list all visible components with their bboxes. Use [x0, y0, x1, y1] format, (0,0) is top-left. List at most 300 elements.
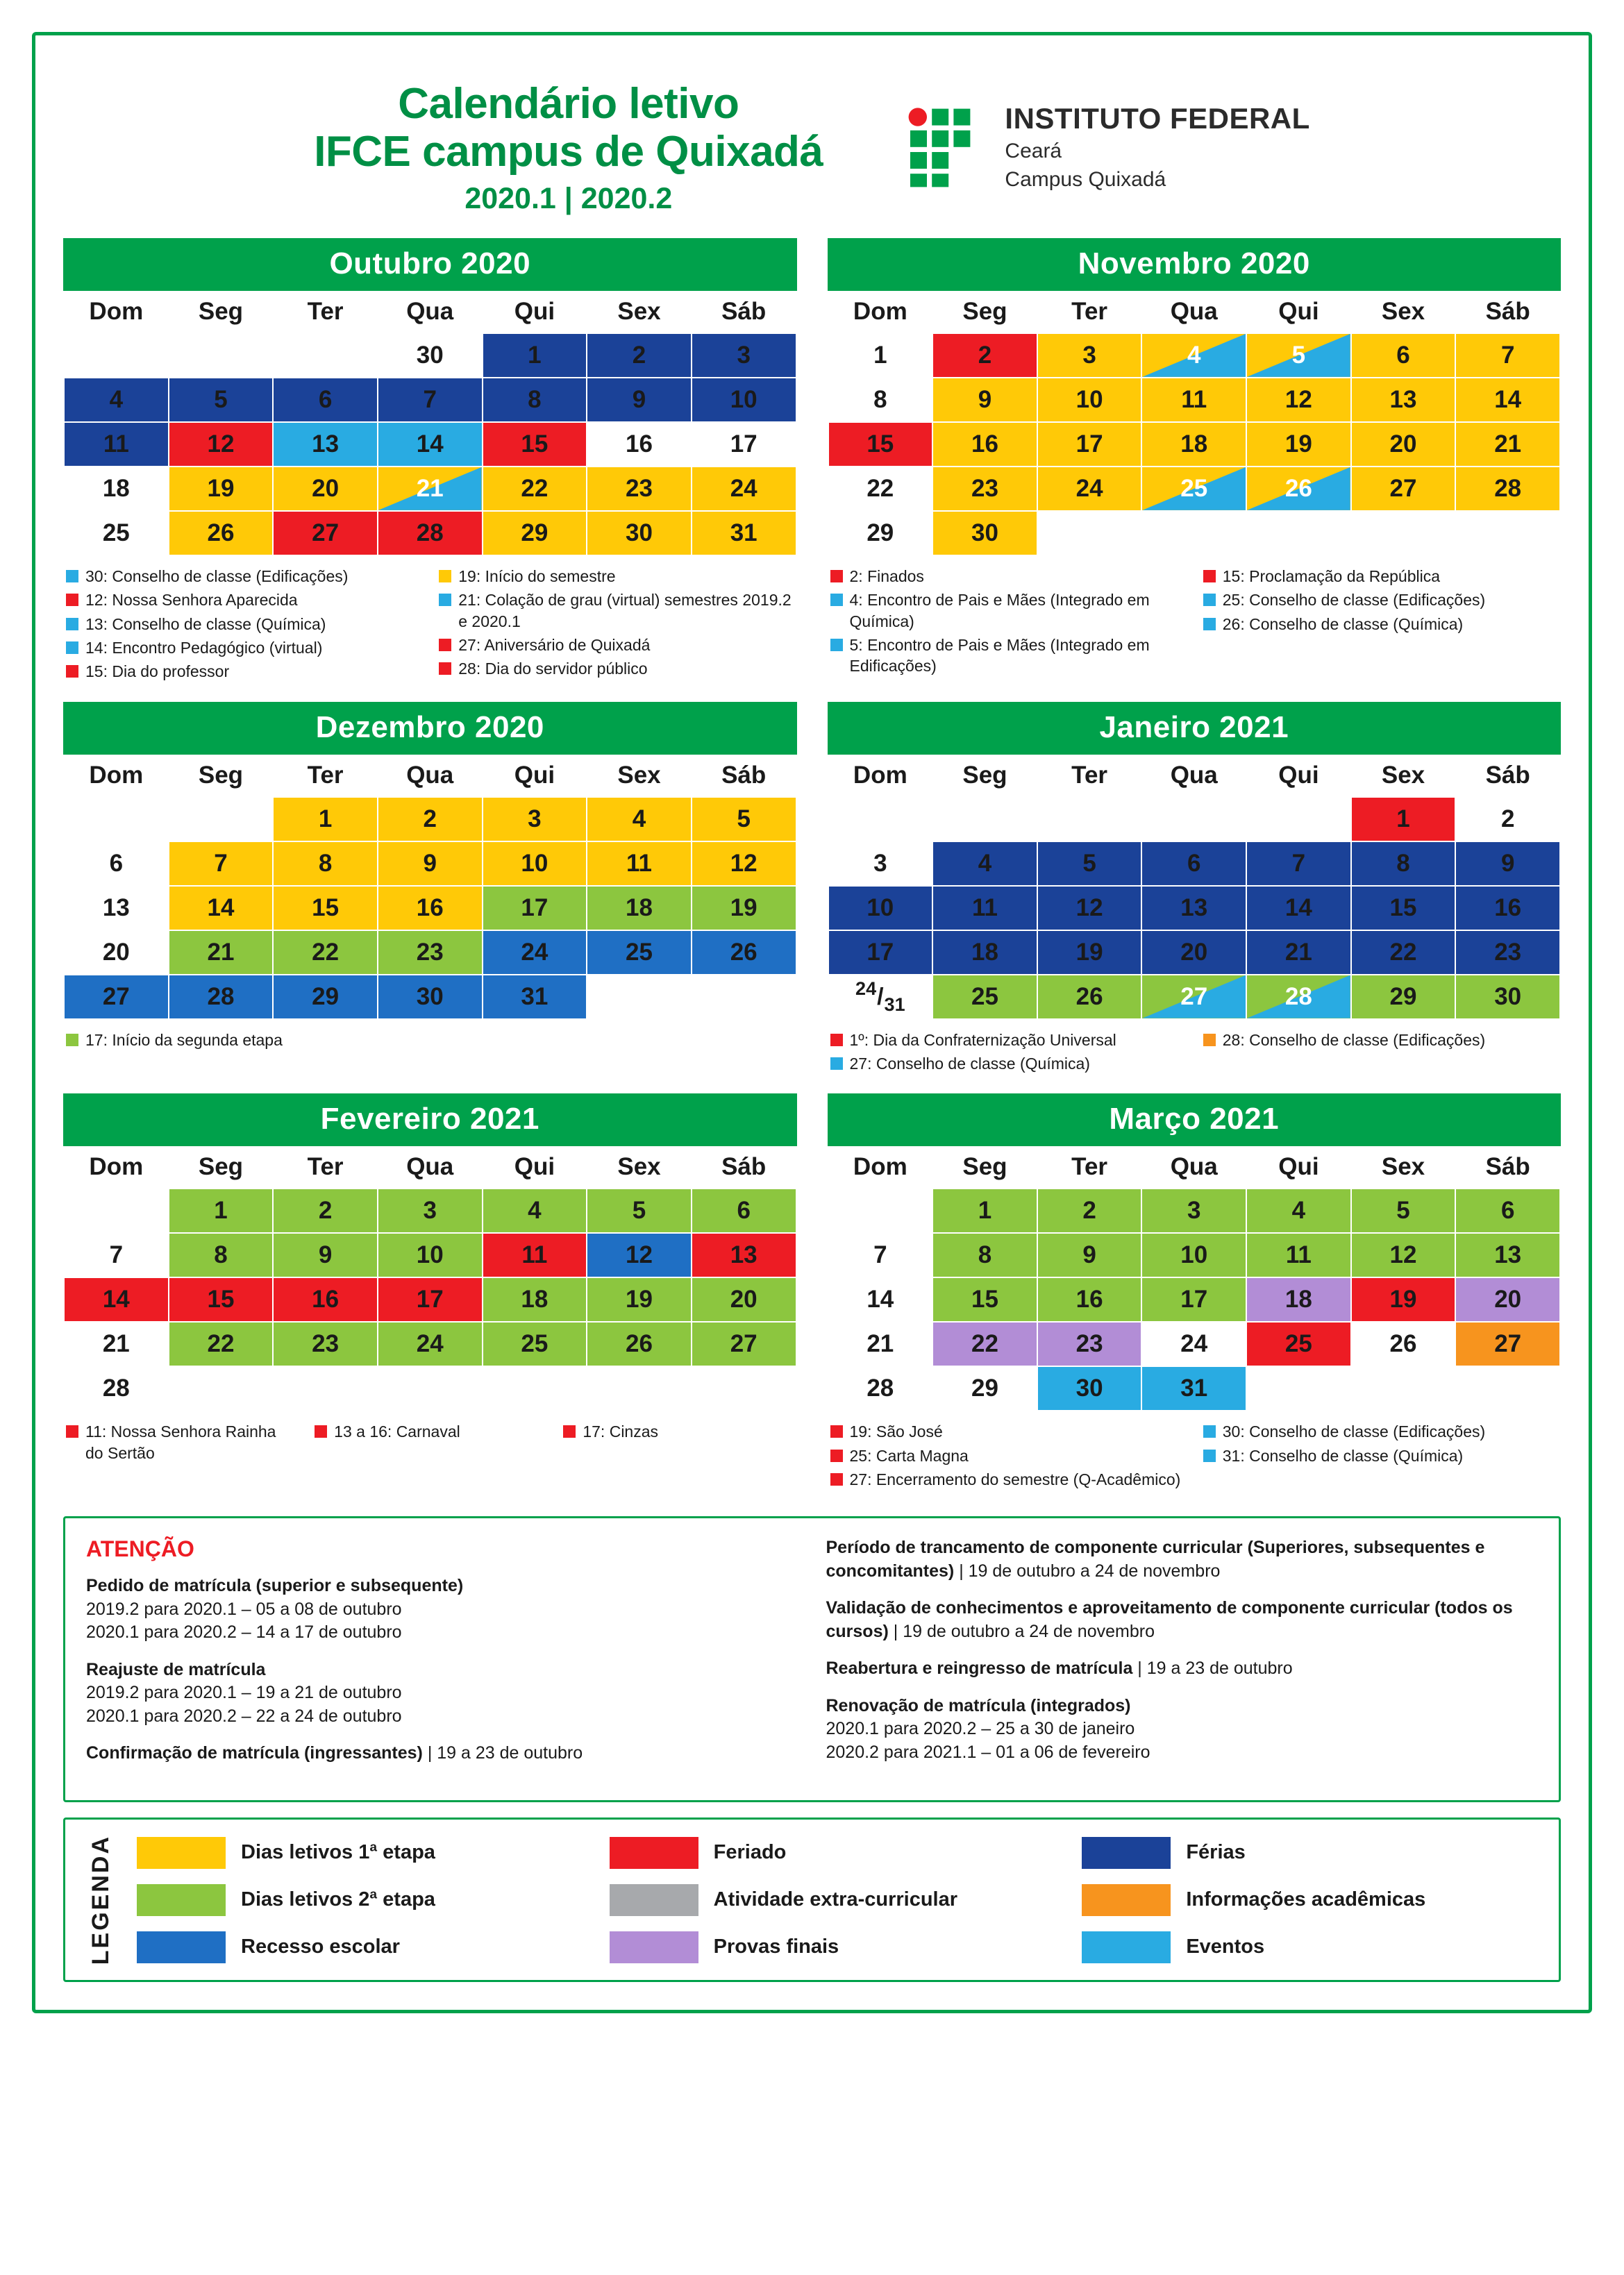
legend-color-chip [137, 1931, 226, 1963]
day-cell: 3 [483, 797, 587, 841]
note-text: 27: Conselho de classe (Química) [849, 1055, 1090, 1073]
week-row [828, 886, 1561, 930]
day-cell: 23 [378, 930, 483, 975]
day-cell: 22 [932, 1322, 1037, 1366]
weekday-header: Sáb [692, 1147, 796, 1189]
day-cell: 20 [64, 930, 169, 975]
note-item [66, 589, 421, 610]
month-title: Fevereiro 2021 [63, 1093, 797, 1146]
day-cell-split [1141, 333, 1246, 378]
day-cell: 26 [1037, 975, 1142, 1019]
attention-item-heading: Período de trancamento de componente curricular (Superiores, subsequentes e concomitantes) [826, 1538, 1485, 1581]
note-item [830, 1030, 1185, 1050]
day-cell: 2 [378, 797, 483, 841]
note-text: 27: Encerramento do semestre (Q-Acadêmico) [849, 1470, 1181, 1489]
note-item [66, 637, 421, 658]
day-cell: 2 [273, 1189, 378, 1233]
day-cell-empty [932, 797, 1037, 841]
day-number: 26 [1284, 474, 1312, 502]
legend-label: Férias [1186, 1841, 1246, 1864]
day-cell-empty [587, 1366, 692, 1411]
legend-label: Dias letivos 1ª etapa [241, 1841, 435, 1864]
day-cell: 1 [273, 797, 378, 841]
day-cell-empty [1246, 511, 1351, 555]
weekday-header: Qua [378, 1147, 483, 1189]
note-item [830, 1421, 1185, 1442]
note-item [830, 589, 1185, 632]
day-cell: 29 [273, 975, 378, 1019]
weekday-header-row [64, 1147, 796, 1189]
note-text: 15: Dia do professor [85, 662, 230, 681]
weekday-header-row [828, 755, 1561, 797]
legend-label: Eventos [1186, 1936, 1265, 1958]
note-color-swatch-icon [66, 1034, 78, 1046]
legend-color-chip [137, 1837, 226, 1869]
note-color-swatch-icon [66, 570, 78, 582]
note-color-swatch-icon [830, 1425, 843, 1438]
weekday-header: Sáb [1455, 755, 1560, 797]
note-text: 11: Nossa Senhora Rainha do Sertão [85, 1422, 276, 1462]
day-cell: 8 [932, 1233, 1037, 1277]
day-cell: 12 [692, 841, 796, 886]
day-cell: 7 [378, 378, 483, 422]
day-cell: 24 [1141, 1322, 1246, 1366]
double-day-number: 24 / 31 [855, 977, 905, 1015]
legend-label: Provas finais [713, 1936, 839, 1958]
day-cell: 10 [378, 1233, 483, 1277]
attention-right-items [826, 1536, 1539, 1764]
day-cell: 15 [932, 1277, 1037, 1322]
weekday-header: Dom [828, 1147, 933, 1189]
day-cell: 18 [932, 930, 1037, 975]
week-row [64, 886, 796, 930]
attention-item-inline: | 19 a 23 de outubro [1132, 1659, 1293, 1679]
day-cell: 2 [932, 333, 1037, 378]
legend-grid [137, 1837, 1541, 1963]
note-text: 28: Conselho de classe (Edificações) [1222, 1030, 1486, 1049]
attention-left-items [86, 1575, 798, 1765]
week-row [64, 841, 796, 886]
note-color-swatch-icon [830, 1057, 843, 1070]
day-cell: 22 [1351, 930, 1456, 975]
weekday-header: Ter [1037, 1147, 1142, 1189]
week-row [64, 930, 796, 975]
week-row [828, 1233, 1561, 1277]
day-cell: 23 [932, 467, 1037, 511]
day-cell-empty [692, 975, 796, 1019]
day-cell: 20 [273, 467, 378, 511]
note-color-swatch-icon [1203, 1425, 1216, 1438]
month-title: Dezembro 2020 [63, 702, 797, 755]
note-color-swatch-icon [1203, 1450, 1216, 1462]
note-text: 31: Conselho de classe (Química) [1222, 1446, 1464, 1465]
day-cell: 26 [169, 511, 274, 555]
attention-item-line: 2019.2 para 2020.1 – 05 a 08 de outubro [86, 1599, 402, 1619]
note-item [66, 1030, 794, 1050]
day-cell: 28 [64, 1366, 169, 1411]
weekday-header: Sáb [1455, 292, 1560, 333]
legend-color-chip [1082, 1931, 1171, 1963]
month-table [828, 291, 1562, 556]
month-notes [828, 1411, 1562, 1493]
month-notes [63, 556, 797, 685]
day-cell: 15 [1351, 886, 1456, 930]
day-cell: 14 [1246, 886, 1351, 930]
note-item [1203, 1445, 1558, 1466]
day-cell: 15 [169, 1277, 274, 1322]
month-block [63, 702, 797, 1077]
day-cell: 17 [692, 422, 796, 467]
week-row [828, 975, 1561, 1019]
legend-item [137, 1931, 596, 1963]
day-cell: 13 [1455, 1233, 1560, 1277]
note-item [315, 1421, 545, 1442]
day-cell-empty [64, 1189, 169, 1233]
day-cell: 13 [1141, 886, 1246, 930]
day-cell-empty [587, 975, 692, 1019]
note-color-swatch-icon [830, 1034, 843, 1046]
day-cell: 5 [692, 797, 796, 841]
note-text: 5: Encontro de Pais e Mães (Integrado em Edificações) [849, 635, 1150, 675]
weekday-header: Seg [169, 755, 274, 797]
day-cell: 12 [1246, 378, 1351, 422]
note-color-swatch-icon [1203, 570, 1216, 582]
day-cell: 27 [1351, 467, 1456, 511]
day-cell: 10 [1141, 1233, 1246, 1277]
note-color-swatch-icon [66, 665, 78, 678]
week-row [828, 841, 1561, 886]
weekday-header: Seg [169, 292, 274, 333]
day-cell-split [1246, 467, 1351, 511]
logo-text [1005, 103, 1309, 192]
day-cell-empty [169, 333, 274, 378]
day-cell: 23 [587, 467, 692, 511]
day-cell: 18 [587, 886, 692, 930]
day-cell: 19 [1246, 422, 1351, 467]
day-cell-empty [483, 1366, 587, 1411]
day-cell: 9 [273, 1233, 378, 1277]
day-cell: 4 [932, 841, 1037, 886]
day-cell: 11 [932, 886, 1037, 930]
day-cell-empty [1351, 1366, 1456, 1411]
day-cell: 2 [587, 333, 692, 378]
week-row [64, 1366, 796, 1411]
attention-left-column [86, 1536, 798, 1779]
month-notes [63, 1020, 797, 1053]
weekday-header-row [64, 755, 796, 797]
page-header [63, 56, 1561, 233]
day-number: 4 [1187, 341, 1201, 369]
day-cell: 26 [692, 930, 796, 975]
day-cell: 19 [1351, 1277, 1456, 1322]
attention-item-line: 2020.2 para 2021.1 – 01 a 06 de fevereiro [826, 1742, 1150, 1762]
day-cell-empty [64, 333, 169, 378]
legend-color-chip [610, 1837, 698, 1869]
day-cell: 8 [273, 841, 378, 886]
day-cell-empty [64, 797, 169, 841]
legend-color-chip [1082, 1837, 1171, 1869]
month-title: Outubro 2020 [63, 238, 797, 291]
attention-right-column [826, 1536, 1539, 1779]
note-text: 13: Conselho de classe (Química) [85, 614, 326, 633]
day-cell: 16 [587, 422, 692, 467]
legend-label: Recesso escolar [241, 1936, 400, 1958]
weekday-header: Sáb [1455, 1147, 1560, 1189]
day-cell: 1 [1351, 797, 1456, 841]
month-title: Janeiro 2021 [828, 702, 1562, 755]
day-cell: 5 [1351, 1189, 1456, 1233]
weekday-header: Dom [828, 292, 933, 333]
day-cell: 10 [828, 886, 933, 930]
note-color-swatch-icon [830, 639, 843, 651]
day-cell: 13 [692, 1233, 796, 1277]
weekday-header: Sex [1351, 755, 1456, 797]
day-cell: 18 [483, 1277, 587, 1322]
day-number: 21 [416, 474, 444, 502]
logo-campus: Campus Quixadá [1005, 168, 1166, 192]
weekday-header: Ter [273, 755, 378, 797]
day-cell: 13 [1351, 378, 1456, 422]
weekday-header: Sáb [692, 755, 796, 797]
day-cell: 16 [932, 422, 1037, 467]
weekday-header: Dom [64, 292, 169, 333]
note-item [66, 614, 421, 635]
note-item [830, 566, 1185, 587]
day-cell: 30 [1455, 975, 1560, 1019]
day-cell: 18 [1246, 1277, 1351, 1322]
day-cell-empty [828, 797, 933, 841]
day-cell: 7 [1246, 841, 1351, 886]
note-color-swatch-icon [439, 662, 451, 675]
notes-column [830, 1421, 1185, 1493]
weekday-header: Sex [587, 292, 692, 333]
day-cell-empty [692, 1366, 796, 1411]
day-cell-split [1246, 975, 1351, 1019]
day-cell-split [378, 467, 483, 511]
day-cell: 31 [692, 511, 796, 555]
attention-item [86, 1575, 798, 1645]
day-cell: 22 [483, 467, 587, 511]
day-cell-empty [273, 1366, 378, 1411]
day-cell: 20 [1455, 1277, 1560, 1322]
day-cell: 14 [1455, 378, 1560, 422]
attention-item-heading: Reajuste de matrícula [86, 1659, 266, 1679]
legend-word: LEGENDA [87, 1834, 114, 1965]
legend-item [610, 1884, 1069, 1916]
day-cell: 19 [1037, 930, 1142, 975]
day-cell: 9 [1455, 841, 1560, 886]
note-item [1203, 614, 1558, 635]
day-cell: 5 [1037, 841, 1142, 886]
attention-item [826, 1695, 1539, 1765]
day-cell: 18 [64, 467, 169, 511]
attention-item-line: 2020.1 para 2020.2 – 25 a 30 de janeiro [826, 1719, 1135, 1739]
day-cell: 27 [273, 511, 378, 555]
day-cell: 17 [1037, 422, 1142, 467]
weekday-header: Sex [1351, 1147, 1456, 1189]
day-cell: 2 [1037, 1189, 1142, 1233]
day-cell: 8 [828, 378, 933, 422]
day-cell: 31 [1141, 1366, 1246, 1411]
legend-label: Informações acadêmicas [1186, 1888, 1426, 1911]
weekday-header: Dom [64, 755, 169, 797]
legend-item [610, 1931, 1069, 1963]
day-cell: 30 [378, 333, 483, 378]
day-cell: 16 [1037, 1277, 1142, 1322]
note-item [439, 635, 794, 655]
day-cell: 21 [828, 1322, 933, 1366]
week-row [828, 1322, 1561, 1366]
week-row [64, 975, 796, 1019]
day-cell: 7 [828, 1233, 933, 1277]
weekday-header: Dom [828, 755, 933, 797]
note-item [66, 566, 421, 587]
weekday-header: Ter [1037, 755, 1142, 797]
week-row [828, 797, 1561, 841]
day-cell: 6 [1141, 841, 1246, 886]
day-cell: 16 [273, 1277, 378, 1322]
weekday-header-row [828, 1147, 1561, 1189]
day-cell: 28 [828, 1366, 933, 1411]
attention-item-heading: Reabertura e reingresso de matrícula [826, 1659, 1133, 1679]
day-cell: 17 [378, 1277, 483, 1322]
day-cell: 25 [64, 511, 169, 555]
month-table [63, 291, 797, 556]
day-cell: 16 [378, 886, 483, 930]
notes-column [66, 1030, 794, 1053]
notes-column [439, 566, 794, 685]
note-color-swatch-icon [439, 639, 451, 651]
day-cell: 11 [587, 841, 692, 886]
day-cell: 1 [932, 1189, 1037, 1233]
day-cell: 6 [1455, 1189, 1560, 1233]
month-table [828, 755, 1562, 1020]
day-cell: 27 [1455, 1322, 1560, 1366]
day-cell-empty [1246, 797, 1351, 841]
day-cell-empty [1141, 511, 1246, 555]
day-cell: 21 [169, 930, 274, 975]
weekday-header: Qui [1246, 292, 1351, 333]
note-text: 28: Dia do servidor público [458, 660, 648, 678]
weekday-header: Qui [483, 755, 587, 797]
day-cell: 7 [169, 841, 274, 886]
day-cell: 28 [169, 975, 274, 1019]
weekday-header: Qua [1141, 1147, 1246, 1189]
day-cell: 1 [169, 1189, 274, 1233]
day-cell: 1 [828, 333, 933, 378]
day-cell: 26 [587, 1322, 692, 1366]
day-cell: 10 [692, 378, 796, 422]
day-cell: 13 [64, 886, 169, 930]
day-cell: 30 [1037, 1366, 1142, 1411]
day-cell: 5 [169, 378, 274, 422]
day-cell: 11 [1141, 378, 1246, 422]
day-cell: 20 [1141, 930, 1246, 975]
note-color-swatch-icon [1203, 594, 1216, 606]
attention-item-inline: | 19 de outubro a 24 de novembro [888, 1621, 1155, 1641]
page-frame [32, 32, 1592, 2013]
day-cell: 24 [483, 930, 587, 975]
day-cell: 22 [828, 467, 933, 511]
note-text: 30: Conselho de classe (Edificações) [85, 566, 349, 585]
legend-item [1082, 1884, 1541, 1916]
day-cell: 14 [378, 422, 483, 467]
month-block [828, 1093, 1562, 1493]
weekday-header: Sex [587, 755, 692, 797]
day-cell: 1 [483, 333, 587, 378]
weekday-header-row [64, 292, 796, 333]
month-table [828, 1146, 1562, 1411]
day-cell: 8 [1351, 841, 1456, 886]
weekday-header: Seg [932, 755, 1037, 797]
day-cell-double [828, 975, 933, 1019]
day-cell: 29 [1351, 975, 1456, 1019]
week-row [64, 378, 796, 422]
day-cell: 29 [483, 511, 587, 555]
day-cell: 15 [828, 422, 933, 467]
note-text: 17: Início da segunda etapa [85, 1030, 283, 1049]
month-block [828, 702, 1562, 1077]
legend-label: Feriado [713, 1841, 787, 1864]
note-text: 25: Conselho de classe (Edificações) [1222, 591, 1486, 610]
day-cell: 20 [1351, 422, 1456, 467]
week-row [828, 930, 1561, 975]
day-cell: 26 [1351, 1322, 1456, 1366]
legend-color-chip [610, 1884, 698, 1916]
day-cell: 7 [64, 1233, 169, 1277]
week-row [828, 378, 1561, 422]
day-cell: 8 [483, 378, 587, 422]
legend-color-chip [610, 1931, 698, 1963]
day-cell-empty [1246, 1366, 1351, 1411]
weekday-header: Ter [1037, 292, 1142, 333]
day-cell: 24 [1037, 467, 1142, 511]
day-cell: 30 [932, 511, 1037, 555]
week-row [64, 1277, 796, 1322]
day-number: 5 [1291, 341, 1306, 369]
weekday-header: Qui [483, 292, 587, 333]
attention-item-heading: Confirmação de matrícula (ingressantes) [86, 1743, 423, 1763]
day-cell-empty [169, 797, 274, 841]
day-cell: 22 [273, 930, 378, 975]
weekday-header: Sex [1351, 292, 1456, 333]
day-cell-empty [169, 1366, 274, 1411]
day-cell-split [1141, 975, 1246, 1019]
institution-logo [906, 103, 1309, 192]
day-number: 28 [1284, 982, 1312, 1010]
day-cell: 11 [483, 1233, 587, 1277]
day-cell-empty [1455, 511, 1560, 555]
day-cell: 29 [932, 1366, 1037, 1411]
week-row [828, 1366, 1561, 1411]
day-cell: 10 [1037, 378, 1142, 422]
day-cell: 17 [828, 930, 933, 975]
note-item [830, 1445, 1185, 1466]
week-row [64, 422, 796, 467]
weekday-header: Qui [1246, 755, 1351, 797]
day-cell: 6 [1351, 333, 1456, 378]
attention-item-heading: Pedido de matrícula (superior e subsequente) [86, 1576, 464, 1596]
note-text: 2: Finados [849, 566, 924, 585]
legend-item [1082, 1931, 1541, 1963]
day-cell: 30 [378, 975, 483, 1019]
note-color-swatch-icon [439, 594, 451, 606]
day-cell: 16 [1455, 886, 1560, 930]
week-row [828, 1189, 1561, 1233]
note-item [66, 661, 421, 682]
week-row [64, 1189, 796, 1233]
day-cell: 20 [692, 1277, 796, 1322]
